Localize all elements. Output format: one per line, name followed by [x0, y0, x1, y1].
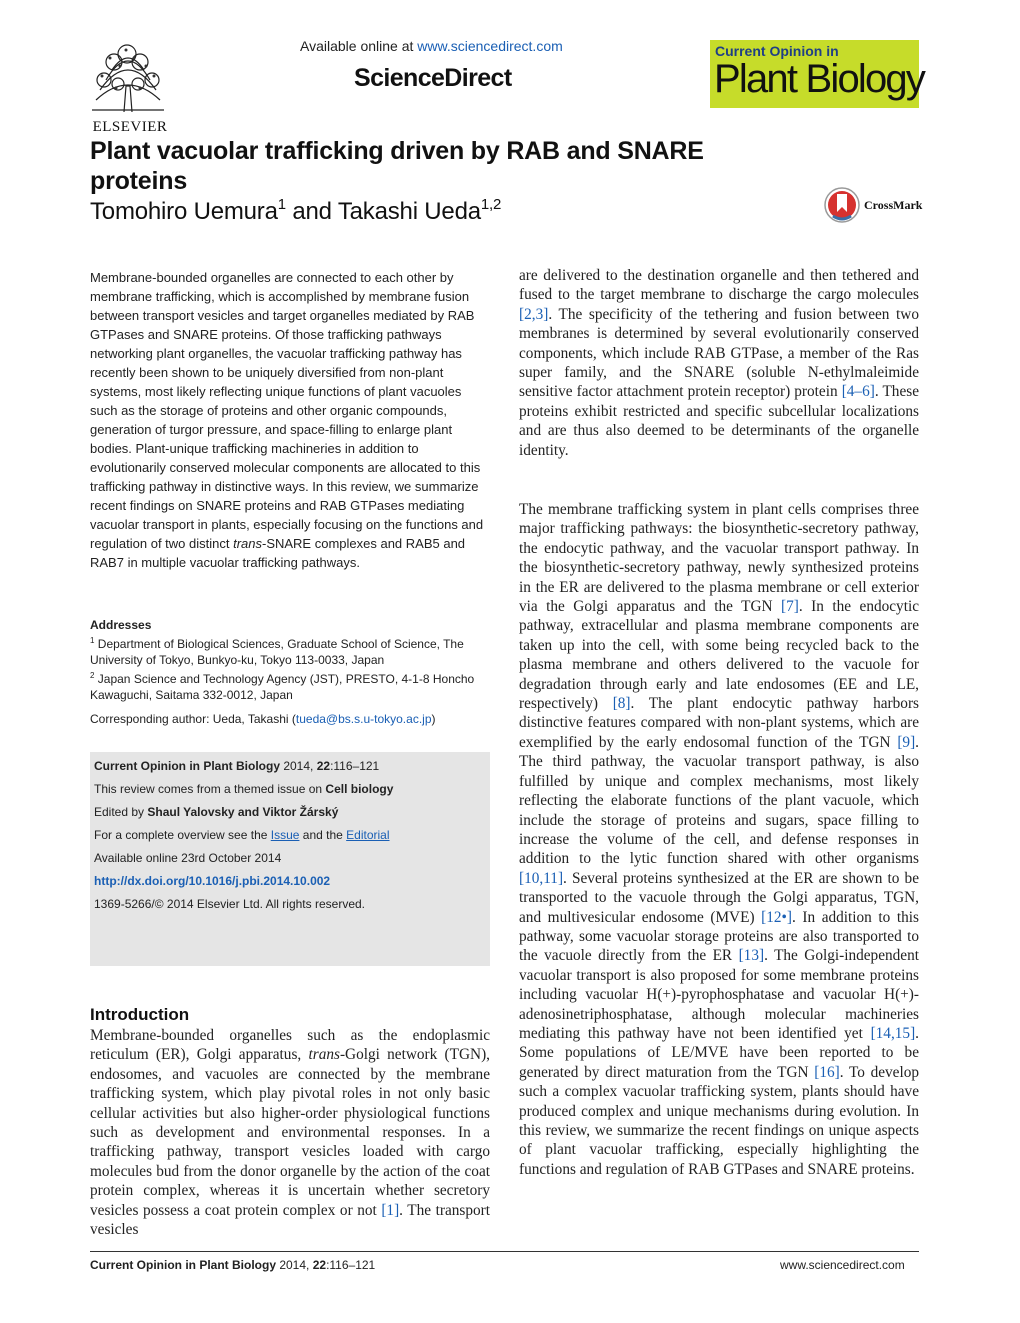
introduction-paragraph: [90, 1026, 490, 1239]
reference-link[interactable]: [8]: [612, 695, 631, 713]
reference-link[interactable]: [16]: [814, 1063, 840, 1081]
abstract-text: Membrane-bounded organelles are connected to each other by membrane trafficking, which is accomplished by membrane fusion between transport vesicles and target organelles mediated by RAB GTPases and SNARE proteins. Of those trafficking pathways networking plant organelles, the vacuolar trafficking pathway has recently been shown to be uniquely diversified from non-plant systems, most likely reflecting unique functions of plant vacuoles such as the storage of proteins and other organic compounds, generation of turgor pressure, and space-filling to enlarge plant bodies. Plant-unique trafficking machineries in addition to evolutionarily conserved molecular components are allocated to this trafficking pathway in distinctive ways. In this review, we summarize recent findings on SNARE proteins and RAB GTPases mediating vacuolar transport in plants, especially focusing on the functions and regulation of two distinct: [90, 270, 484, 551]
corresponding-prefix: Corresponding author: Ueda, Takashi (: [90, 712, 296, 726]
journal-logo: [710, 40, 925, 108]
citation-pages: :116–121: [330, 759, 380, 773]
body-text: . The plant endocytic pathway harbors distinctive features compared with non-plant systems, which are exemplified by the early endosomal function of the TGN: [519, 695, 919, 751]
affiliation-marker: 1: [90, 636, 95, 645]
elsevier-wordmark: ELSEVIER: [92, 119, 168, 135]
footer-journal: Current Opinion in Plant Biology: [90, 1258, 276, 1272]
editors-names: Shaul Yalovsky and Viktor Žárský: [147, 805, 339, 819]
body-text: -Golgi network (TGN), endosomes, and vacuoles are connected by the membrane trafficking system, which play pivotal roles in not only basic cellular activities but also higher-order physiological functions such as development and environmental responses. In a trafficking pathway, transport vesicles loaded with cargo molecules bud from the donor organelle by the action of the coat protein complex, whereas it is uncertain whether secretory vesicles possess a coat protein complex or not: [90, 1046, 490, 1219]
addresses-heading: Addresses: [90, 618, 152, 632]
affiliation-marker: 1,2: [480, 196, 502, 213]
footer-citation: [90, 1258, 375, 1272]
issue-link[interactable]: Issue: [270, 828, 300, 842]
body-text: . The Golgi-independent vacuolar transport is also proposed for some membrane proteins including vacuolar H(+)-pyrophosphatase and vacuolar H(+)-adenosinetriphosphatase, although molecular machineries mediating this pathway have not been identified yet: [519, 947, 919, 1042]
abstract-text: -SNARE complexes and RAB5 and RAB7 in multiple vacuolar trafficking pathways.: [90, 536, 466, 570]
body-text: . These proteins exhibit restricted and specific subcellular localizations and are thus also deemed to be determinants of the organelle identity.: [519, 383, 919, 459]
editorial-link[interactable]: Editorial: [346, 828, 390, 842]
footer-pages: :116–121: [326, 1258, 376, 1272]
corresponding-suffix: ): [431, 712, 436, 726]
abstract-italic-term: trans: [233, 536, 262, 551]
reference-link[interactable]: [2,3]: [519, 305, 549, 323]
editors-line: [94, 804, 486, 820]
body-text: . The transport vesicles: [90, 1201, 490, 1239]
citation-volume: 22: [316, 759, 331, 773]
body-text: . Some populations of LE/MVE have been reported to be generated by direct maturation from the TGN: [519, 1024, 919, 1081]
author-name[interactable]: Takashi Ueda: [337, 198, 481, 225]
reference-link[interactable]: [1]: [381, 1201, 400, 1219]
footer-url[interactable]: www.sciencedirect.com: [780, 1258, 905, 1272]
reference-link[interactable]: [12•]: [761, 908, 792, 926]
body-text: . In the endocytic pathway, extracellular and plasma membrane components are taken up into the cell, with some being recycled back to the plasma membrane and others delivered to the vacuole for degradation through early and late endosomes (EE and LE, respectively): [519, 598, 919, 713]
article-info-box: [90, 752, 490, 966]
crossmark-badge[interactable]: [823, 186, 923, 222]
body-text: Membrane-bounded organelles such as the endoplasmic reticulum (ER), Golgi apparatus,: [90, 1027, 490, 1064]
footer-divider: [90, 1251, 919, 1252]
reference-link[interactable]: [9]: [897, 733, 916, 751]
address-text: Department of Biological Sciences, Graduate School of Science, The University of Tokyo, Bunkyo-ku, Tokyo 113-0033, Japan: [90, 637, 464, 667]
theme-prefix: This review comes from a themed issue on: [94, 782, 326, 796]
available-online-prefix: Available online at: [300, 38, 418, 54]
introduction-heading: Introduction: [90, 1005, 190, 1024]
theme-name: Cell biology: [325, 782, 394, 796]
body-text: . The specificity of the tethering and fusion between two membranes is determined by several evolutionarily conserved components, which include RAB GTPase, a member of the Ras super family, and the SNARE (soluble N-ethylmaleimide sensitive factor attachment protein receptor) protein: [519, 305, 919, 401]
article-title: Plant vacuolar trafficking driven by RAB and SNARE proteins: [90, 137, 704, 195]
journal-name: Current Opinion in Plant Biology: [94, 759, 280, 773]
italic-term: trans: [308, 1046, 340, 1064]
overview-mid: and the: [299, 828, 347, 842]
author-conjunction: and: [285, 198, 338, 225]
abstract: [90, 268, 492, 572]
sciencedirect-wordmark: ScienceDirect: [354, 64, 512, 92]
body-text: . Several proteins synthesized at the ER are shown to be transported to the vacuole through the Golgi apparatus, TGN, and multivesicular endosome (MVE): [519, 869, 919, 926]
body-text: The membrane trafficking system in plant cells comprises three major trafficking pathways: the biosynthetic-secretory pathway, the endocytic pathway, and the vacuolar transport pathway. In the biosynthetic-secretory pathway, newly synthesized proteins in the ER are delivered to the plasma membrane or cell exterior via the Golgi apparatus and the TGN: [519, 501, 919, 616]
author-line: [90, 196, 501, 226]
corresponding-author: [90, 712, 436, 726]
overview-line: [94, 827, 486, 843]
journal-logo-line2: Plant Biology: [714, 57, 925, 101]
editors-prefix: Edited by: [94, 805, 148, 819]
reference-link[interactable]: [10,11]: [519, 869, 564, 887]
author-name[interactable]: Tomohiro Uemura: [90, 198, 278, 225]
body-text: . The third pathway, the vacuolar transport pathway, is also fulfilled by unique and complex mechanisms, most likely reflecting the elaborate functions of the plant vacuole, which include the storage of proteins and sugars, space filling to increase the volume of the cell, and defense responses in addition to the lytic function shared with other organisms: [519, 733, 919, 868]
crossmark-icon: [823, 186, 861, 224]
sciencedirect-link[interactable]: www.sciencedirect.com: [417, 38, 563, 54]
footer-volume: 22: [312, 1258, 327, 1272]
citation-line: [94, 758, 486, 774]
doi-link[interactable]: http://dx.doi.org/10.1016/j.pbi.2014.10.002: [94, 874, 331, 888]
elsevier-logo: [90, 40, 170, 135]
email-link[interactable]: tueda@bs.s.u-tokyo.ac.jp: [295, 712, 432, 726]
copyright-line: 1369-5266/© 2014 Elsevier Ltd. All rights reserved.: [94, 897, 365, 911]
available-date: Available online 23rd October 2014: [94, 851, 282, 865]
reference-link[interactable]: [7]: [781, 598, 799, 616]
right-column-paragraph-2: [519, 500, 919, 1179]
footer-year: 2014,: [276, 1258, 313, 1272]
journal-logo-line1: Current Opinion in: [715, 43, 839, 59]
reference-link[interactable]: [14,15]: [870, 1024, 916, 1042]
right-column-paragraph-1: [519, 266, 919, 460]
citation-year: 2014,: [280, 759, 317, 773]
addresses: [90, 617, 495, 703]
body-text: . To develop such a complex vacuolar trafficking system, plants should have produced complex and unique mechanisms during evolution. In this review, we summarize the recent findings on unique aspects of plant vacuolar trafficking, especially highlighting the functions and regulation of RAB GTPases and SNARE proteins.: [519, 1063, 920, 1178]
crossmark-label: CrossMark: [864, 198, 923, 212]
overview-prefix: For a complete overview see the: [94, 828, 271, 842]
available-online: [300, 38, 563, 54]
theme-line: [94, 781, 486, 797]
address-text: Japan Science and Technology Agency (JST), PRESTO, 4-1-8 Honcho Kawaguchi, Saitama 332-0012, Japan: [90, 672, 475, 702]
reference-link[interactable]: [4–6]: [841, 383, 875, 401]
affiliation-marker: 1: [277, 196, 286, 213]
body-text: are delivered to the destination organelle and then tethered and fused to the target membrane to discharge the cargo molecules: [519, 267, 919, 304]
reference-link[interactable]: [13]: [738, 947, 765, 965]
address-item: [90, 668, 495, 703]
address-item: [90, 633, 495, 668]
affiliation-marker: 2: [90, 671, 95, 680]
body-text: . In addition to this pathway, some vacuolar storage proteins are also transported to the vacuole directly from the ER: [519, 908, 919, 965]
elsevier-tree-icon: [90, 40, 166, 112]
